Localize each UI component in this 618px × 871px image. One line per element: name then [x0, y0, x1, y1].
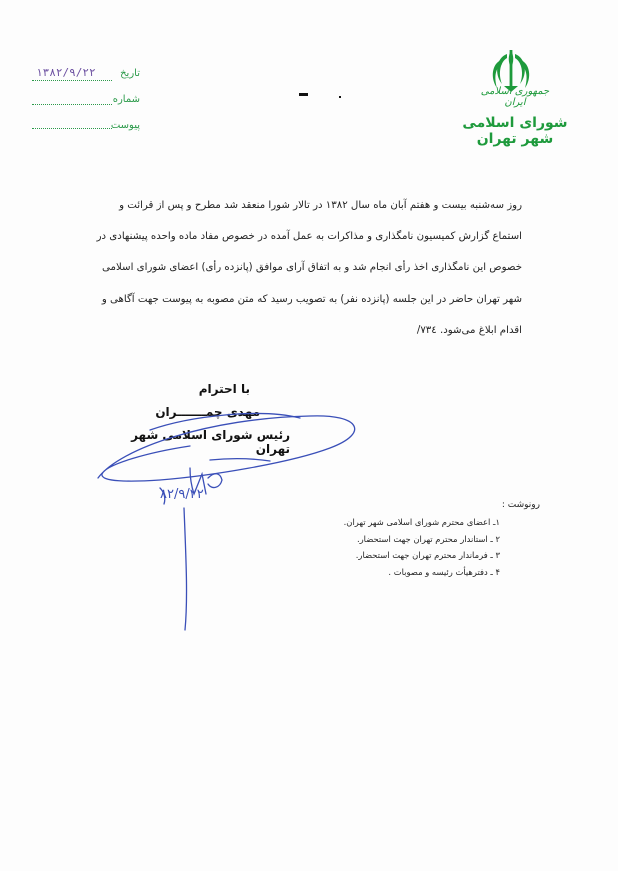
list-item: ۲ ـ استاندار محترم تهران جهت استحضار.: [356, 533, 500, 544]
number-line: [32, 104, 112, 105]
cc-list: [320, 514, 500, 580]
number-label: شماره: [112, 94, 140, 105]
government-line: جمهوری اسلامی ایران: [480, 86, 550, 108]
list-item: ۱ـ اعضای محترم شورای اسلامی شهر تهران.: [343, 517, 500, 527]
date-line: [32, 80, 112, 81]
body-line: خصوص این نامگذاری اخذ رأی انجام شد و به اتفاق آرای موافق (پانزده رأی) اعضای شورای اسلامی: [102, 262, 522, 274]
signer-title: رئیس شورای اسلامی شهر تهران: [131, 428, 290, 456]
body-line: اقدام ابلاغ می‌شود. ۷۳٤/: [416, 324, 522, 336]
handwritten-date: ۸۲/۹/۲۲: [160, 487, 204, 502]
closing: با احترام: [198, 382, 250, 396]
council-name: شورای اسلامی شهر تهران: [462, 115, 568, 147]
ink-mark: [299, 93, 308, 96]
ink-dot: [339, 96, 341, 98]
list-item: ۴ ـ دفترهیأت رئیسه و مصوبات .: [388, 566, 500, 577]
list-item: ۳ ـ فرماندار محترم تهران جهت استحضار.: [355, 550, 500, 560]
body-line: روز سه‌شنبه بیست و هفتم آبان ماه سال ۱۳۸۲ در تالار شورا منعقد شد مطرح و پس از قرائت و: [119, 200, 522, 211]
attachment-line: [32, 128, 112, 129]
body-line: استماع گزارش کمیسیون نامگذاری و مذاکرات به عمل آمده در خصوص مفاد ماده واحده پیشنهادی در: [96, 231, 522, 243]
cc-title: رونوشت :: [501, 500, 540, 510]
letter-body: [96, 190, 522, 346]
signer-name: مهدی چمـــــــران: [155, 405, 260, 419]
attachment-label: پیوست: [110, 120, 140, 131]
date-value: ۱۳۸۲/۹/۲۲: [36, 66, 96, 79]
body-line: شهر تهران حاضر در این جلسه (پانزده نفر) به تصویب رسید که متن مصوبه به پیوست جهت آگاهی و: [101, 293, 522, 305]
date-label: تاریخ: [120, 68, 140, 79]
